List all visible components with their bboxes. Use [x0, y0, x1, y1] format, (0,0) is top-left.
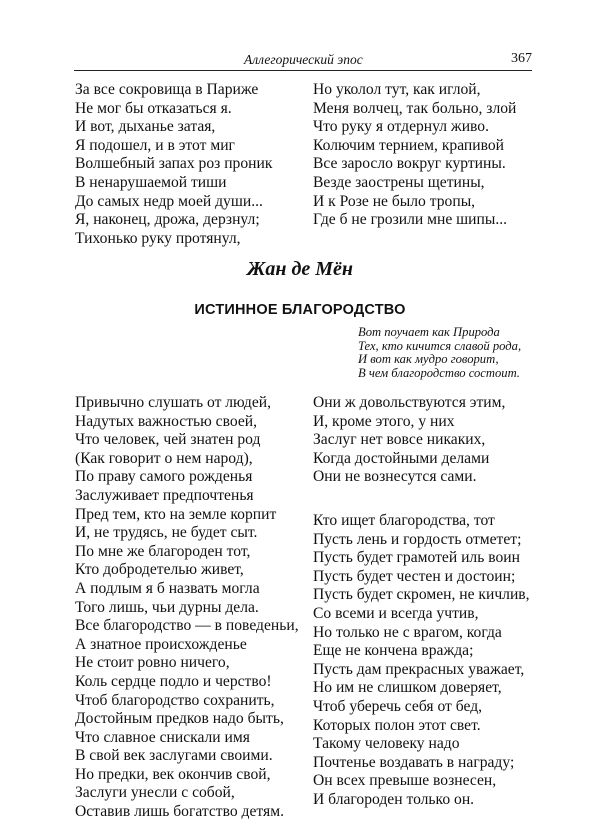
verse-line: Почтенье воздавать в награду;	[313, 753, 515, 771]
verse-line: Он всех превыше вознесен,	[313, 772, 497, 790]
verse-line: Со всеми и всегда учтив,	[313, 604, 479, 622]
author-name: Жан де Мён	[246, 258, 354, 280]
verse-line: Кто добродетелью живет,	[75, 561, 244, 579]
verse-line: И благороден только он.	[313, 790, 475, 808]
verse-line: Привычно слушать от людей,	[75, 394, 272, 411]
verse-line: Везде заострены щетины,	[313, 173, 485, 191]
epigraph-line: В чем благородство состоит.	[358, 365, 520, 380]
verse-line: Надутых важностью своей,	[75, 412, 258, 430]
verse-line: И вот, дыханье затая,	[75, 118, 216, 136]
verse-line: Того лишь, чьи дурны дела.	[75, 598, 259, 616]
verse-line: Чтоб благородство сохранить,	[75, 691, 275, 709]
verse-line: Не мог бы отказаться я.	[75, 99, 232, 117]
main-poem-right-column-top	[313, 394, 505, 487]
verse-line: Достойным предков надо быть,	[75, 710, 284, 728]
verse-line: И, кроме этого, у них	[313, 412, 455, 430]
verse-line: Тихонько руку протянул,	[75, 229, 241, 247]
verse-line: Но только не с врагом, когда	[313, 623, 502, 641]
verse-line: Что славное снискали имя	[75, 728, 250, 746]
verse-line: В свой век заслугами своими.	[75, 747, 273, 765]
verse-line: Пусть будет скромен, не кичлив,	[313, 586, 530, 604]
verse-line: Они ж довольствуются этим,	[313, 394, 506, 411]
main-poem-left-column	[75, 394, 299, 822]
verse-line: (Как говорит о нем народ),	[75, 449, 253, 467]
epigraph-line: Вот поучает как Природа	[358, 325, 500, 339]
verse-line: Я подошел, и в этот миг	[75, 136, 235, 154]
verse-line: Где б не грозили мне шипы...	[313, 211, 508, 229]
verse-line: Которых полон этот свет.	[313, 716, 481, 734]
verse-line: Все заросло вокруг куртины.	[313, 155, 506, 173]
running-title: Аллегорический эпос	[244, 52, 363, 67]
verse-line: Они не вознесутся сами.	[313, 468, 477, 486]
verse-line: Заслуживает предпочтенья	[75, 486, 254, 504]
epigraph	[358, 326, 521, 380]
verse-line: Чтоб уберечь себя от бед,	[313, 697, 483, 715]
verse-line: Колючим тернием, крапивой	[313, 136, 504, 154]
verse-line: Пред тем, кто на земле корпит	[75, 505, 277, 523]
verse-line: И к Розе не было тропы,	[313, 192, 476, 210]
verse-line: Что человек, чей знатен род	[75, 431, 261, 449]
verse-line: Меня волчец, так больно, злой	[313, 99, 517, 117]
top-poem-right-column	[313, 81, 516, 230]
verse-line: Я, наконец, дрожа, дерзнул;	[75, 211, 260, 229]
verse-line: Пусть дам прекрасных уважает,	[313, 660, 525, 678]
epigraph-line: Тех, кто кичится славой рода,	[358, 338, 522, 353]
verse-line: Такому человеку надо	[313, 735, 460, 753]
page-header	[74, 50, 532, 71]
verse-line: Когда достойными делами	[313, 449, 490, 467]
verse-line: Еще не кончена вражда;	[313, 642, 474, 660]
epigraph-line: И вот как мудро говорит,	[358, 352, 499, 366]
verse-line: Все благородство — в поведеньи,	[75, 617, 299, 635]
verse-line: Волшебный запах роз проник	[75, 155, 273, 173]
verse-line: По мне же благороден тот,	[75, 542, 251, 560]
verse-line: До самых недр моей души...	[75, 192, 263, 210]
verse-line: Но им не слишком доверяет,	[313, 679, 502, 697]
verse-line: Не стоит ровно ничего,	[75, 654, 230, 672]
verse-line: Что руку я отдернул живо.	[313, 118, 490, 136]
verse-line: Но предки, век окончив свой,	[75, 765, 271, 783]
verse-line: Пусть будет честен и достоин;	[313, 567, 516, 585]
poem-title: ИСТИННОЕ БЛАГОРОДСТВО	[194, 302, 406, 318]
verse-line: Пусть будет грамотей иль воин	[313, 549, 520, 567]
verse-line: Коль сердце подло и черство!	[75, 672, 272, 690]
verse-line: По праву самого рожденья	[75, 468, 253, 486]
verse-line: А подлым я б назвать могла	[75, 579, 260, 597]
verse-line: А знатное происхожденье	[75, 635, 247, 653]
main-poem-right-column-bottom	[313, 512, 530, 810]
verse-line: Оставив лишь богатство детям.	[75, 803, 284, 821]
verse-line: За все сокровища в Париже	[75, 81, 259, 98]
verse-line: Заслуги унесли с собой,	[75, 784, 235, 802]
verse-line: Кто ищет благородства, тот	[313, 512, 495, 529]
page-number: 367	[511, 51, 532, 66]
verse-line: И, не трудясь, не будет сыт.	[75, 524, 258, 542]
verse-line: Заслуг нет вовсе никаких,	[313, 431, 486, 449]
verse-line: В ненарушаемой тиши	[75, 173, 227, 191]
verse-line: Но уколол тут, как иглой,	[313, 81, 481, 98]
top-poem-left-column	[75, 81, 272, 248]
verse-line: Пусть лень и гордость отметет;	[313, 530, 522, 548]
